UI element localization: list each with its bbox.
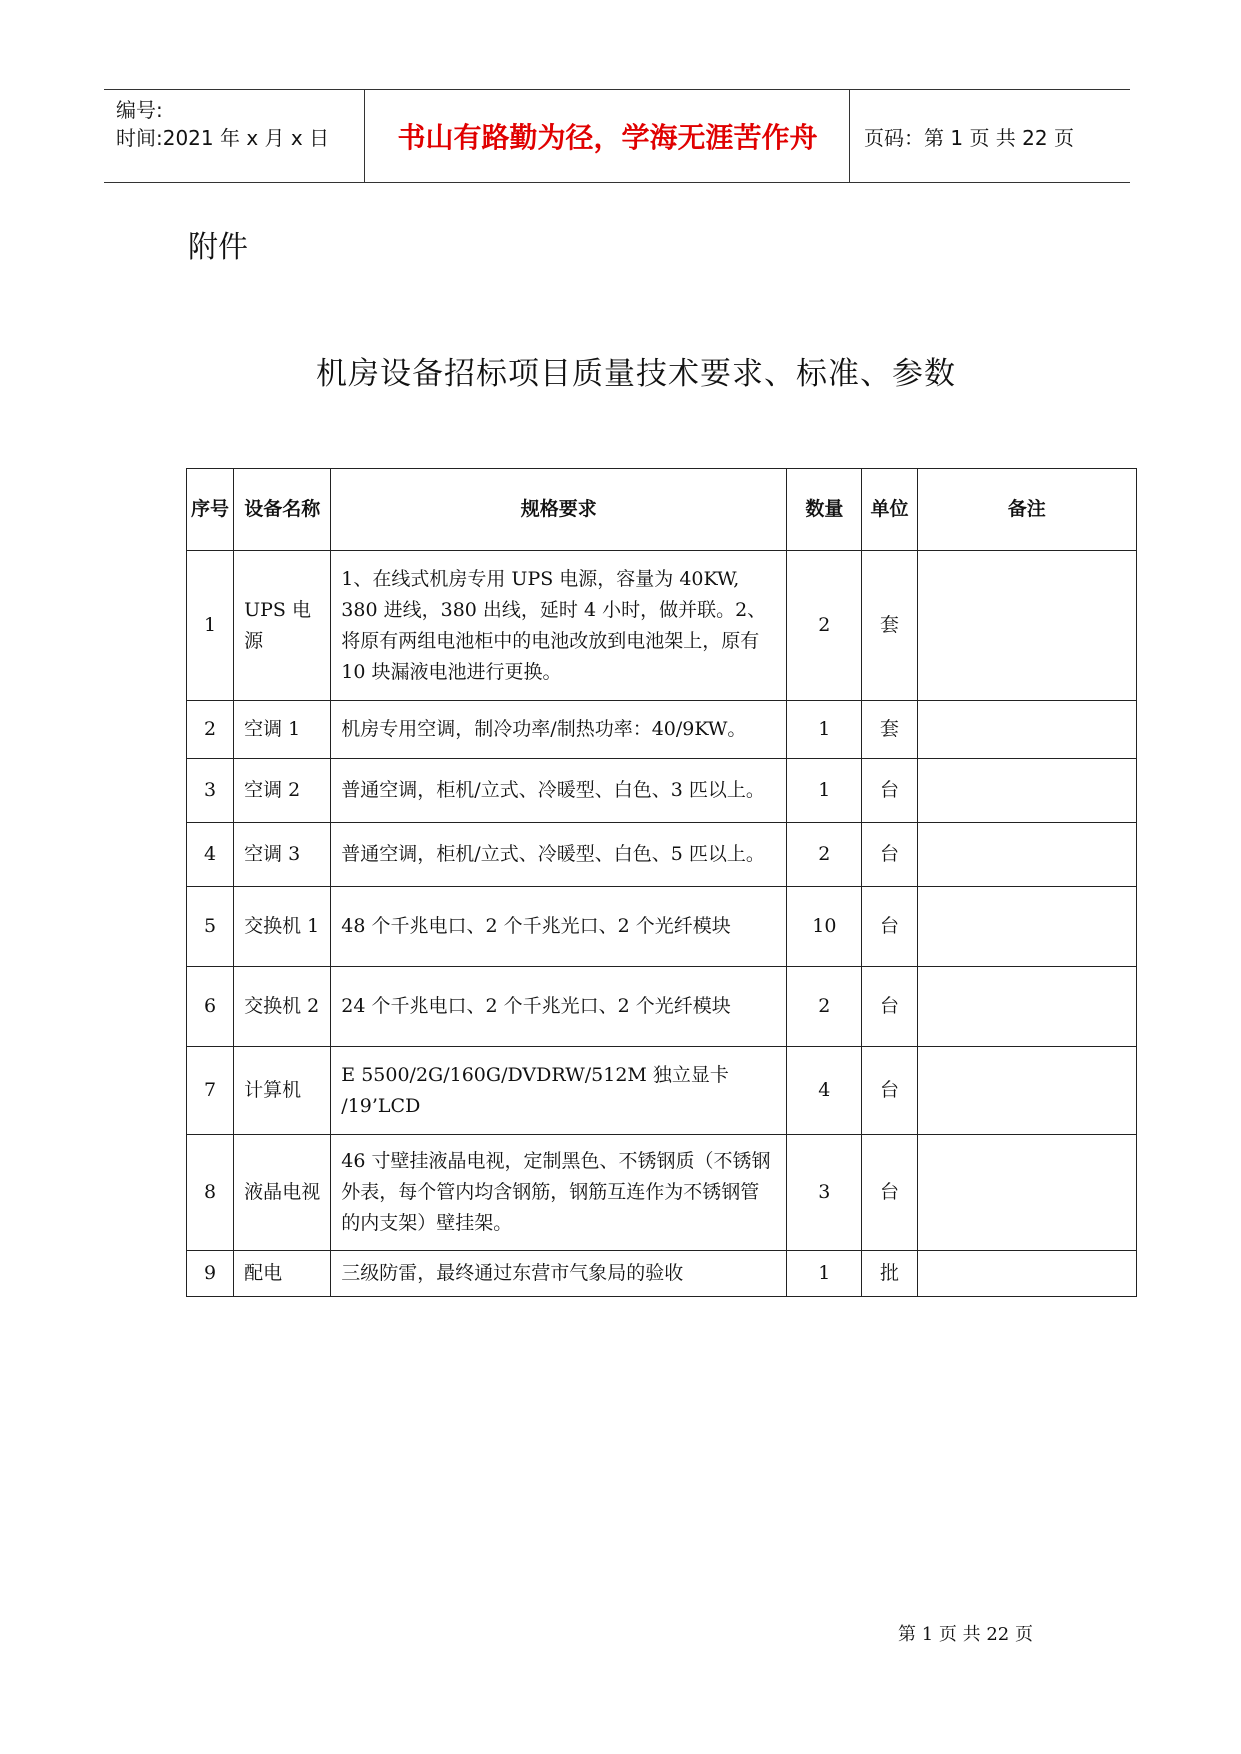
cell-no: 4 <box>187 823 234 887</box>
date-label: 时间:2021 年 x 月 x 日 <box>116 126 330 150</box>
table-row <box>187 551 1137 701</box>
header-divider <box>364 90 365 182</box>
table-row <box>187 701 1137 759</box>
cell-note <box>917 759 1136 823</box>
header-divider <box>849 90 850 182</box>
cell-note <box>917 1047 1136 1135</box>
cell-no: 1 <box>187 551 234 701</box>
attachment-label: 附件 <box>188 230 248 265</box>
cell-unit: 台 <box>862 823 917 887</box>
cell-name: 空调 1 <box>234 701 331 759</box>
header-no: 序号 <box>187 469 234 551</box>
cell-qty: 1 <box>787 701 862 759</box>
cell-unit: 套 <box>862 701 917 759</box>
cell-qty: 1 <box>787 1251 862 1297</box>
header-left <box>116 96 329 152</box>
header-qty: 数量 <box>787 469 862 551</box>
cell-no: 7 <box>187 1047 234 1135</box>
cell-qty: 1 <box>787 759 862 823</box>
table-row <box>187 1251 1137 1297</box>
header-note: 备注 <box>917 469 1136 551</box>
cell-note <box>917 701 1136 759</box>
cell-qty: 4 <box>787 1047 862 1135</box>
cell-qty: 3 <box>787 1135 862 1251</box>
cell-note <box>917 1135 1136 1251</box>
cell-unit: 套 <box>862 551 917 701</box>
cell-name: 计算机 <box>234 1047 331 1135</box>
table-row <box>187 759 1137 823</box>
cell-unit: 台 <box>862 759 917 823</box>
cell-name: 液晶电视 <box>234 1135 331 1251</box>
header-unit: 单位 <box>862 469 917 551</box>
table-row <box>187 967 1137 1047</box>
cell-qty: 10 <box>787 887 862 967</box>
table-header-row <box>187 469 1137 551</box>
cell-note <box>917 551 1136 701</box>
cell-name: 空调 2 <box>234 759 331 823</box>
table-row <box>187 823 1137 887</box>
cell-unit: 台 <box>862 887 917 967</box>
cell-spec: 24 个千兆电口、2 个千兆光口、2 个光纤模块 <box>331 967 787 1047</box>
serial-label: 编号: <box>116 98 163 122</box>
cell-name: 空调 3 <box>234 823 331 887</box>
cell-name: UPS 电源 <box>234 551 331 701</box>
cell-qty: 2 <box>787 967 862 1047</box>
cell-unit: 批 <box>862 1251 917 1297</box>
cell-spec: 1、在线式机房专用 UPS 电源，容量为 40KW, 380 进线，380 出线，延时 4 小时，做并联。2、将原有两组电池柜中的电池改放到电池架上，原有 10 块漏液电池进行更换。 <box>331 551 787 701</box>
cell-no: 3 <box>187 759 234 823</box>
cell-name: 配电 <box>234 1251 331 1297</box>
cell-note <box>917 1251 1136 1297</box>
cell-no: 9 <box>187 1251 234 1297</box>
table-row <box>187 1047 1137 1135</box>
cell-spec: 普通空调，柜机/立式、冷暖型、白色、3 匹以上。 <box>331 759 787 823</box>
cell-spec: 48 个千兆电口、2 个千兆光口、2 个光纤模块 <box>331 887 787 967</box>
cell-unit: 台 <box>862 1135 917 1251</box>
cell-spec: 普通空调，柜机/立式、冷暖型、白色、5 匹以上。 <box>331 823 787 887</box>
table-row <box>187 1135 1137 1251</box>
cell-spec: 46 寸壁挂液晶电视，定制黑色、不锈钢质（不锈钢外表，每个管内均含钢筋，钢筋互连作为不锈钢管的内支架）壁挂架。 <box>331 1135 787 1251</box>
cell-note <box>917 967 1136 1047</box>
cell-spec: 三级防雷，最终通过东营市气象局的验收 <box>331 1251 787 1297</box>
cell-spec: 机房专用空调，制冷功率/制热功率：40/9KW。 <box>331 701 787 759</box>
cell-qty: 2 <box>787 823 862 887</box>
header-spec: 规格要求 <box>331 469 787 551</box>
cell-qty: 2 <box>787 551 862 701</box>
page-header <box>104 89 1130 183</box>
table-row <box>187 887 1137 967</box>
cell-name: 交换机 1 <box>234 887 331 967</box>
header-name: 设备名称 <box>234 469 331 551</box>
cell-note <box>917 823 1136 887</box>
cell-spec: E 5500/2G/160G/DVDRW/512M 独立显卡 /19’LCD <box>331 1047 787 1135</box>
cell-unit: 台 <box>862 1047 917 1135</box>
cell-name: 交换机 2 <box>234 967 331 1047</box>
cell-no: 8 <box>187 1135 234 1251</box>
cell-no: 6 <box>187 967 234 1047</box>
header-motto: 书山有路勤为径，学海无涯苦作舟 <box>397 121 818 154</box>
document-title: 机房设备招标项目质量技术要求、标准、参数 <box>316 356 956 392</box>
cell-no: 2 <box>187 701 234 759</box>
page-footer: 第 1 页 共 22 页 <box>898 1624 1033 1645</box>
cell-no: 5 <box>187 887 234 967</box>
spec-table <box>186 468 1137 1297</box>
cell-unit: 台 <box>862 967 917 1047</box>
cell-note <box>917 887 1136 967</box>
header-page-info: 页码：第 1 页 共 22 页 <box>864 125 1074 150</box>
